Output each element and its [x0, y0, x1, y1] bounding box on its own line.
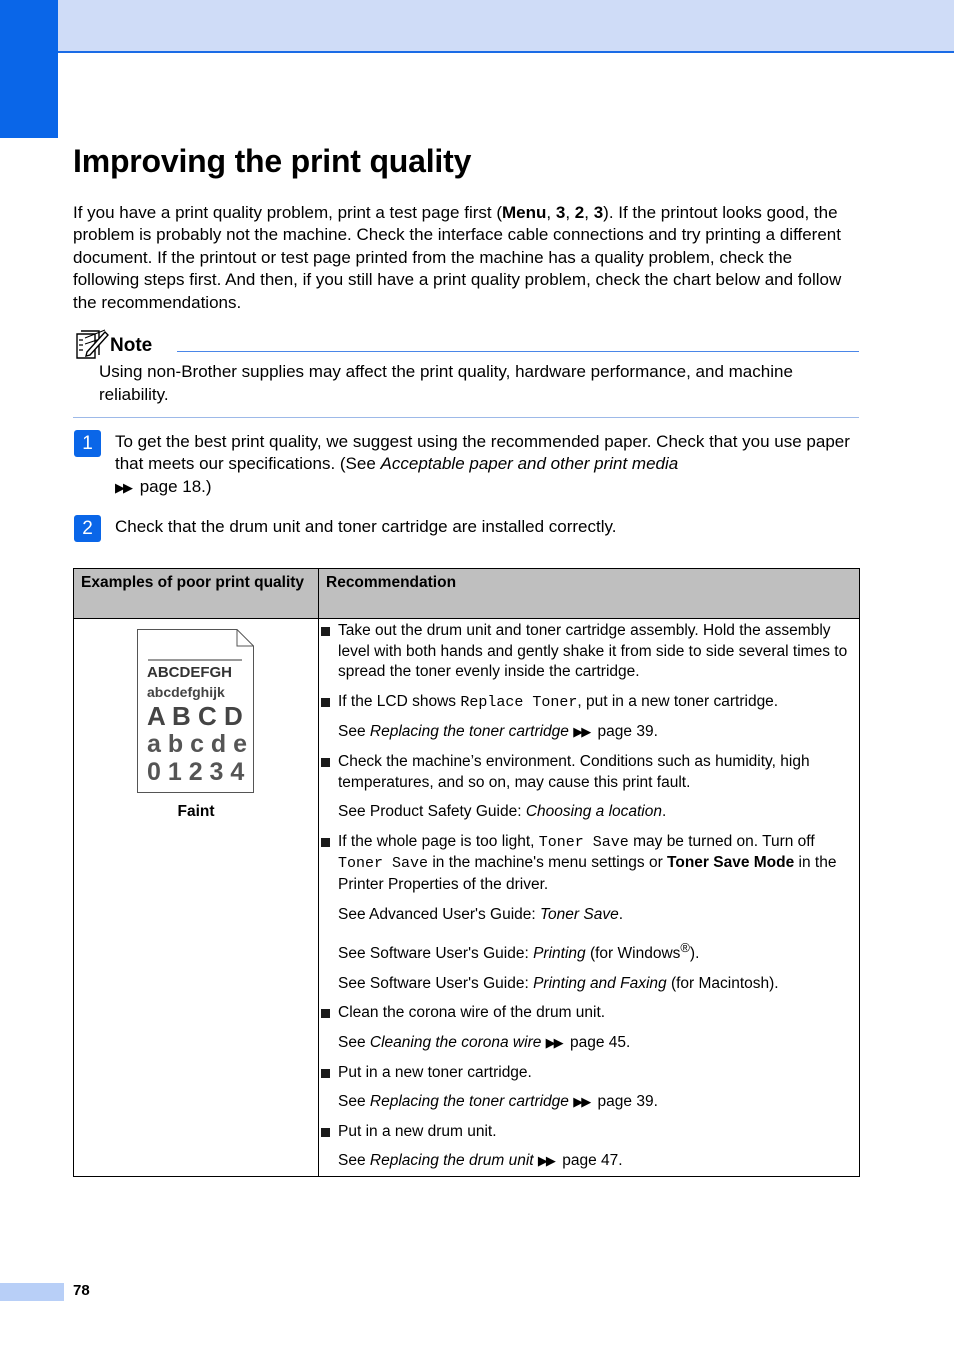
- note-text: Using non-Brother supplies may affect the print quality, hardware performance, and machine reliability.: [99, 362, 793, 404]
- bullet-square-icon: [321, 698, 330, 707]
- recommendation-group: [319, 752, 859, 823]
- recommendation-group: [319, 621, 859, 683]
- recommendation-group: [319, 1063, 859, 1113]
- recommendation-group: [319, 692, 859, 743]
- list-item: Put in a new drum unit.: [319, 1122, 859, 1143]
- page-ref-arrows-icon: ▶▶: [545, 1035, 562, 1051]
- recommendation-group: [319, 1003, 859, 1053]
- intro-paragraph: If you have a print quality problem, print a test page first (Menu, 3, 2, 3). If the printout looks good, the problem is probably not the machine. Check the interface cable connections and try printing a different document. If the printout or test page printed from the machine has a quality problem, check the following steps first. And then, if you still have a print quality problem, check the chart below and follow the recommendations.: [73, 203, 842, 312]
- sample-line-2: abcdefghijk: [147, 684, 225, 700]
- step-text: To get the best print quality, we suggest using the recommended paper. Check that you use paper that meets our specifications. (See Acceptable paper and other print media ▶▶ page 18.): [115, 432, 850, 496]
- see-reference: See Advanced User's Guide: Toner Save.: [338, 905, 624, 923]
- page-ref-arrows-icon: ▶▶: [573, 724, 590, 740]
- note-title: Note: [110, 335, 153, 356]
- bullet-square-icon: [321, 838, 330, 847]
- page-title: Improving the print quality: [73, 143, 472, 179]
- print-quality-table: [73, 568, 860, 1177]
- recommendation-group: [319, 832, 859, 995]
- bullet-square-icon: [321, 627, 330, 636]
- see-reference: See Replacing the drum unit ▶▶ page 47.: [338, 1152, 623, 1170]
- page-ref-arrows-icon: ▶▶: [573, 1094, 590, 1110]
- sample-caption: Faint: [177, 803, 215, 820]
- see-reference: See Software User's Guide: Printing (for Windows®).: [338, 940, 700, 963]
- page-ref-arrows-icon: ▶▶: [115, 479, 131, 495]
- chapter-tab: [0, 0, 58, 138]
- column-header-examples: Examples of poor print quality: [74, 569, 319, 619]
- sample-line-5: 0 1 2 3 4: [147, 758, 245, 786]
- note-header: [73, 328, 859, 364]
- page-number: 78: [73, 1282, 90, 1299]
- sample-line-4: a b c d e: [147, 730, 248, 758]
- step-number-badge: 1: [74, 430, 101, 457]
- bullet-square-icon: [321, 1069, 330, 1078]
- see-reference: See Replacing the toner cartridge ▶▶ page 39.: [338, 723, 658, 741]
- list-item: Take out the drum unit and toner cartridge assembly. Hold the assembly level with both hands and gently shake it from side to side several times to spread the toner evenly inside the cartridge.: [319, 621, 859, 683]
- bullet-square-icon: [321, 758, 330, 767]
- table-header-row: [74, 569, 860, 619]
- sample-line-1: ABCDEFGH: [147, 664, 232, 681]
- table-row: [74, 619, 860, 1177]
- bullet-square-icon: [321, 1128, 330, 1137]
- footer-band: [0, 1283, 64, 1301]
- page-ref-arrows-icon: ▶▶: [537, 1153, 554, 1169]
- see-reference: See Product Safety Guide: Choosing a location.: [338, 803, 667, 821]
- note-bottom-divider: [73, 417, 859, 418]
- header-band: [0, 0, 954, 53]
- list-item: Clean the corona wire of the drum unit.: [319, 1003, 859, 1024]
- faint-print-sample-image: [137, 629, 254, 793]
- list-item: Put in a new toner cartridge.: [319, 1063, 859, 1084]
- note-divider: [177, 351, 859, 352]
- sample-line-3: A B C D: [147, 701, 243, 731]
- step-text: Check that the drum unit and toner cartridge are installed correctly.: [115, 517, 617, 536]
- see-reference: See Software User's Guide: Printing and Faxing (for Macintosh).: [338, 974, 779, 992]
- see-reference: See Replacing the toner cartridge ▶▶ page 39.: [338, 1093, 658, 1111]
- sample-cell: [74, 619, 319, 1177]
- step-number-badge: 2: [74, 515, 101, 542]
- see-reference: See Cleaning the corona wire ▶▶ page 45.: [338, 1034, 631, 1052]
- recommendation-group: [319, 1122, 859, 1172]
- list-item: If the LCD shows Replace Toner, put in a new toner cartridge.: [319, 692, 859, 714]
- bullet-square-icon: [321, 1009, 330, 1018]
- list-item: If the whole page is too light, Toner Save may be turned on. Turn off Toner Save in the machine's menu settings or Toner Save Mode in the Printer Properties of the driver.: [319, 832, 859, 896]
- note-pencil-icon: [75, 328, 109, 365]
- column-header-recommendation: Recommendation: [319, 569, 860, 619]
- recommendation-cell: [319, 619, 860, 1177]
- list-item: Check the machine’s environment. Conditions such as humidity, high temperatures, and so on, may cause this print fault.: [319, 752, 859, 793]
